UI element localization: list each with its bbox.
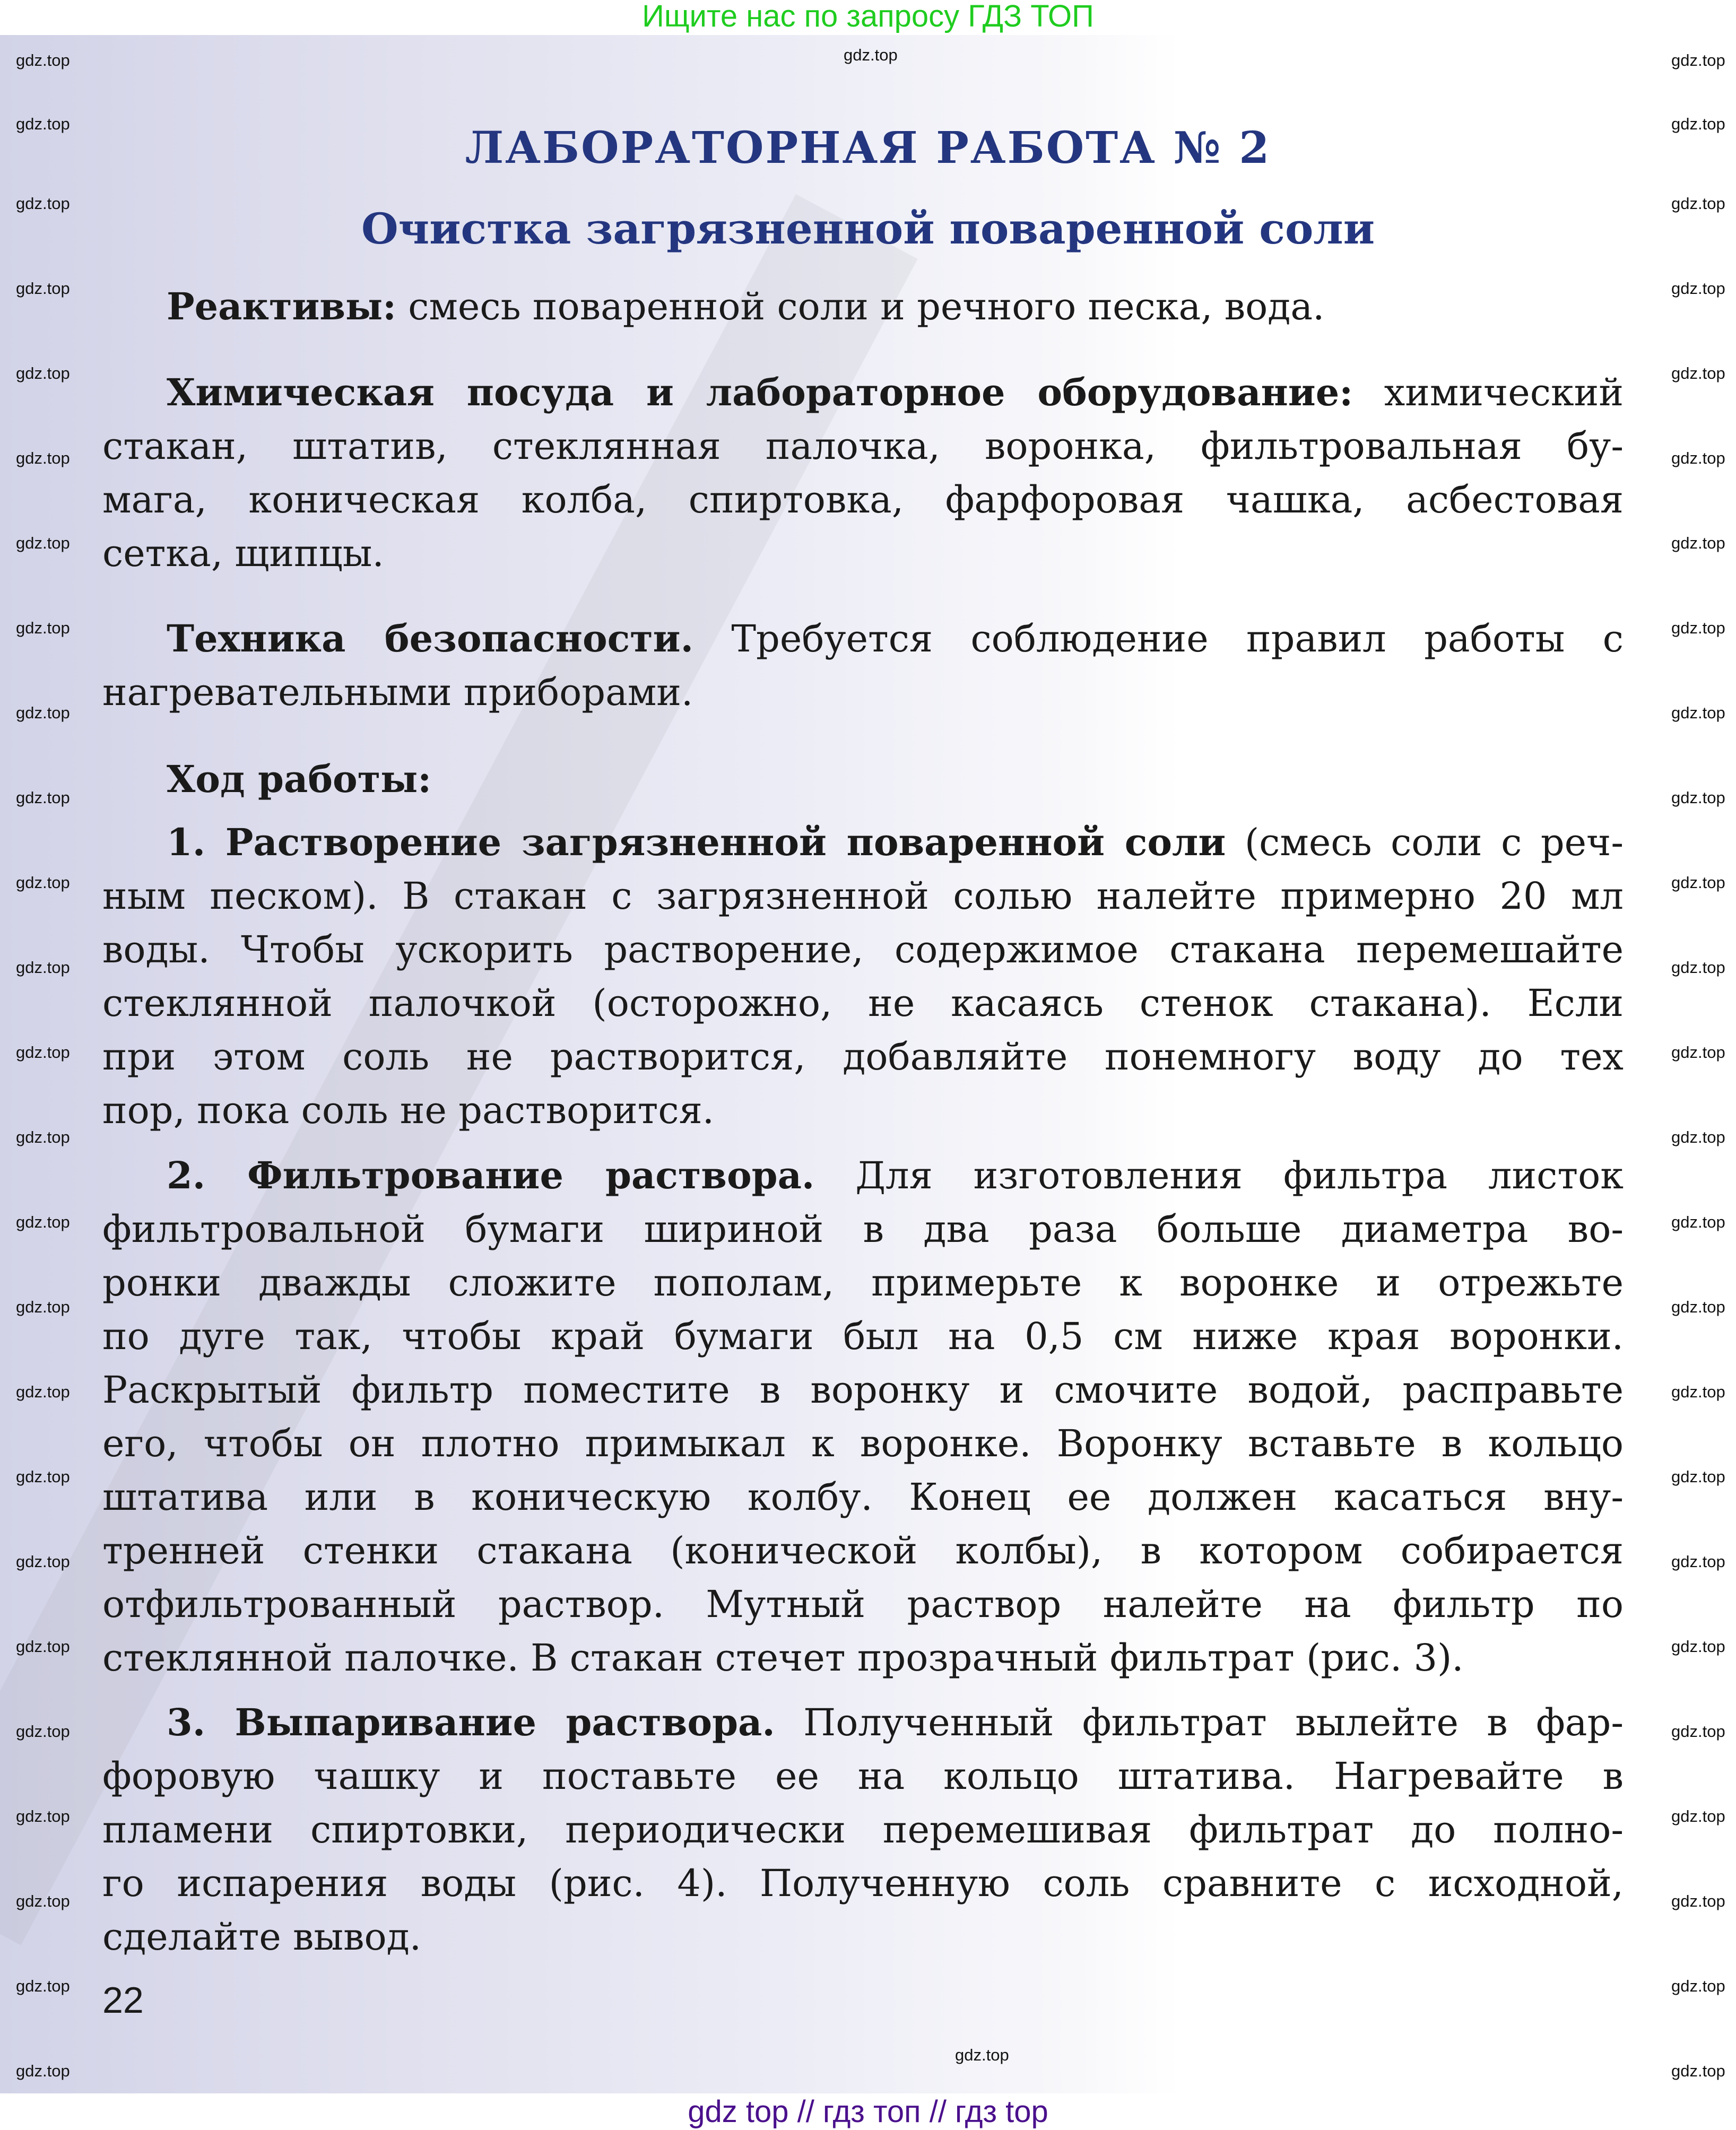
gdz-watermark: gdz.top <box>1671 1043 1725 1062</box>
gdz-watermark: gdz.top <box>1671 1722 1725 1741</box>
bold-term: Химическая посуда и лабораторное оборудование: <box>167 370 1353 414</box>
text-line <box>102 977 1624 1030</box>
text-line <box>102 420 1624 473</box>
text-line <box>102 473 1624 527</box>
gdz-watermark: gdz.top <box>1671 1807 1725 1825</box>
text-line <box>102 1471 1624 1524</box>
text-line <box>102 1310 1624 1363</box>
gdz-watermark: gdz.top <box>1671 873 1725 892</box>
paragraph-step-3 <box>102 1696 1624 1964</box>
gdz-watermark: gdz.top <box>16 788 70 807</box>
gdz-watermark: gdz.top <box>16 1807 70 1825</box>
gdz-watermark: gdz.top <box>1671 1552 1725 1571</box>
paragraph-step-1 <box>102 815 1624 1137</box>
search-banner[interactable]: Ищите нас по запросу ГДЗ ТОП <box>642 0 1094 33</box>
text-line <box>102 527 1624 580</box>
gdz-watermark: gdz.top <box>1671 1383 1725 1401</box>
text-line <box>102 815 1624 870</box>
paragraph-step-2 <box>102 1149 1624 1685</box>
text-run: пламени спиртовки, периодически перемешивая фильтрат до полно- <box>102 1808 1624 1851</box>
page-subtitle: Очистка загрязненной поваренной соли <box>361 204 1375 254</box>
text-run: стеклянной палочке. В стакан стечет прозрачный фильтрат (рис. 3). <box>102 1636 1464 1680</box>
text-run: смесь поваренной соли и речного песка, вода. <box>396 285 1325 328</box>
gdz-watermark: gdz.top <box>1671 279 1725 298</box>
gdz-watermark: gdz.top <box>16 364 70 382</box>
gdz-watermark: gdz.top <box>1671 703 1725 722</box>
text-run: Требуется соблюдение правил работы с <box>693 617 1624 660</box>
gdz-watermark: gdz.top <box>16 51 70 69</box>
gdz-watermark: gdz.top <box>16 873 70 892</box>
page-title: ЛАБОРАТОРНАЯ РАБОТА № 2 <box>465 123 1271 173</box>
text-line <box>102 612 1624 666</box>
gdz-watermark: gdz.top <box>1671 364 1725 382</box>
gdz-watermark: gdz.top <box>16 1128 70 1146</box>
text-run: штатива или в коническую колбу. Конец ее должен касаться вну- <box>102 1475 1624 1519</box>
text-line <box>102 870 1624 923</box>
gdz-watermark: gdz.top <box>16 703 70 722</box>
gdz-watermark: gdz.top <box>1671 1213 1725 1231</box>
gdz-watermark: gdz.top <box>16 1977 70 1995</box>
text-run: сделайте вывод. <box>102 1915 422 1959</box>
bold-term: Техника безопасности. <box>167 616 693 660</box>
text-line <box>102 752 1624 806</box>
paragraph-reagents <box>102 280 1624 334</box>
bold-term: Реактивы: <box>167 284 397 328</box>
gdz-watermark: gdz.top <box>1671 1128 1725 1146</box>
gdz-watermark: gdz.top <box>1671 534 1725 552</box>
text-line <box>102 1203 1624 1256</box>
gdz-watermark: gdz.top <box>16 279 70 298</box>
text-run: отфильтрованный раствор. Мутный раствор налейте на фильтр по <box>102 1583 1624 1626</box>
gdz-watermark: gdz.top <box>16 1383 70 1401</box>
gdz-watermark: gdz.top <box>16 1722 70 1741</box>
text-run: Полученный фильтрат вылейте в фар- <box>775 1701 1624 1744</box>
text-line <box>102 1363 1624 1417</box>
text-run: при этом соль не растворится, добавляйте понемногу воду до тех <box>102 1035 1624 1079</box>
gdz-watermark: gdz.top <box>1671 619 1725 637</box>
text-line <box>102 1803 1624 1857</box>
gdz-watermark: gdz.top <box>1671 1637 1725 1656</box>
text-line <box>102 280 1624 334</box>
gdz-watermark: gdz.top <box>1671 958 1725 977</box>
gdz-watermark: gdz.top <box>1671 115 1725 133</box>
text-run: ным песком). В стакан с загрязненной солью налейте примерно 20 мл <box>102 874 1624 918</box>
bold-term: 1. Растворение загрязненной поваренной соли <box>167 820 1226 864</box>
gdz-watermark: gdz.top <box>1671 1298 1725 1316</box>
text-run: мага, коническая колба, спиртовка, фарфоровая чашка, асбестовая <box>102 478 1624 521</box>
text-line <box>102 1750 1624 1803</box>
text-run: по дуге так, чтобы край бумаги был на 0,5 см ниже края воронки. <box>102 1315 1624 1358</box>
gdz-watermark: gdz.top <box>1671 1977 1725 1995</box>
paragraph-equipment <box>102 366 1624 580</box>
text-run: сетка, щипцы. <box>102 532 384 575</box>
gdz-watermark: gdz.top <box>1671 449 1725 467</box>
textbook-page <box>0 35 1736 2093</box>
text-run: ронки дважды сложите пополам, примерьте к воронке и отрежьте <box>102 1261 1624 1305</box>
gdz-watermark: gdz.top <box>16 449 70 467</box>
text-run: воды. Чтобы ускорить растворение, содержимое стакана перемешайте <box>102 928 1624 971</box>
gdz-watermark: gdz.top <box>16 1467 70 1486</box>
text-run: нагревательными приборами. <box>102 671 693 714</box>
text-run: го испарения воды (рис. 4). Полученную соль сравните с исходной, <box>102 1862 1624 1905</box>
text-line <box>102 1524 1624 1578</box>
bold-term: 2. Фильтрование раствора. <box>167 1153 815 1197</box>
text-line <box>102 1084 1624 1137</box>
gdz-watermark: gdz.top <box>844 46 898 64</box>
text-run: пор, пока соль не растворится. <box>102 1089 714 1132</box>
page-number: 22 <box>102 1979 144 2021</box>
paragraph-safety <box>102 612 1624 719</box>
text-line <box>102 1857 1624 1910</box>
text-run: тренней стенки стакана (конической колбы), в котором собирается <box>102 1529 1624 1572</box>
text-run: стакан, штатив, стеклянная палочка, воронка, фильтровальная бу- <box>102 424 1624 468</box>
text-line <box>102 923 1624 977</box>
bold-term: Ход работы: <box>167 757 432 801</box>
text-line <box>102 1256 1624 1310</box>
text-run: Для изготовления фильтра листок <box>814 1154 1624 1197</box>
text-line <box>102 1696 1624 1750</box>
text-line <box>102 1417 1624 1471</box>
gdz-watermark: gdz.top <box>16 958 70 977</box>
gdz-watermark: gdz.top <box>16 1552 70 1571</box>
gdz-watermark: gdz.top <box>16 1298 70 1316</box>
text-line <box>102 1578 1624 1631</box>
gdz-watermark: gdz.top <box>1671 1467 1725 1486</box>
footer-links[interactable]: gdz top // гдз топ // гдз top <box>688 2094 1048 2129</box>
text-run: химический <box>1353 371 1624 414</box>
gdz-watermark: gdz.top <box>16 194 70 213</box>
paragraph-procedure-heading <box>102 752 1624 806</box>
gdz-watermark: gdz.top <box>16 1213 70 1231</box>
text-line <box>102 1030 1624 1084</box>
bold-term: 3. Выпаривание раствора. <box>167 1700 775 1744</box>
text-line <box>102 1149 1624 1203</box>
gdz-watermark: gdz.top <box>16 619 70 637</box>
gdz-watermark: gdz.top <box>1671 2062 1725 2080</box>
text-run: (смесь соли с реч- <box>1226 821 1624 864</box>
text-run: стеклянной палочкой (осторожно, не касаясь стенок стакана). Если <box>102 981 1624 1025</box>
gdz-watermark: gdz.top <box>16 115 70 133</box>
gdz-watermark: gdz.top <box>1671 194 1725 213</box>
text-run: Раскрытый фильтр поместите в воронку и смочите водой, расправьте <box>102 1368 1624 1412</box>
text-line <box>102 366 1624 420</box>
text-line <box>102 666 1624 719</box>
text-line <box>102 1631 1624 1685</box>
gdz-watermark: gdz.top <box>1671 788 1725 807</box>
text-line <box>102 1910 1624 1964</box>
gdz-watermark: gdz.top <box>16 2062 70 2080</box>
gdz-watermark: gdz.top <box>955 2046 1009 2064</box>
gdz-watermark: gdz.top <box>16 1892 70 1910</box>
text-run: его, чтобы он плотно примыкал к воронке. Воронку вставьте в кольцо <box>102 1422 1624 1465</box>
gdz-watermark: gdz.top <box>16 1043 70 1062</box>
gdz-watermark: gdz.top <box>1671 51 1725 69</box>
gdz-watermark: gdz.top <box>16 534 70 552</box>
gdz-watermark: gdz.top <box>16 1637 70 1656</box>
text-run: форовую чашку и поставьте ее на кольцо штатива. Нагревайте в <box>102 1754 1624 1798</box>
gdz-watermark: gdz.top <box>1671 1892 1725 1910</box>
text-run: фильтровальной бумаги шириной в два раза больше диаметра во- <box>102 1207 1624 1251</box>
